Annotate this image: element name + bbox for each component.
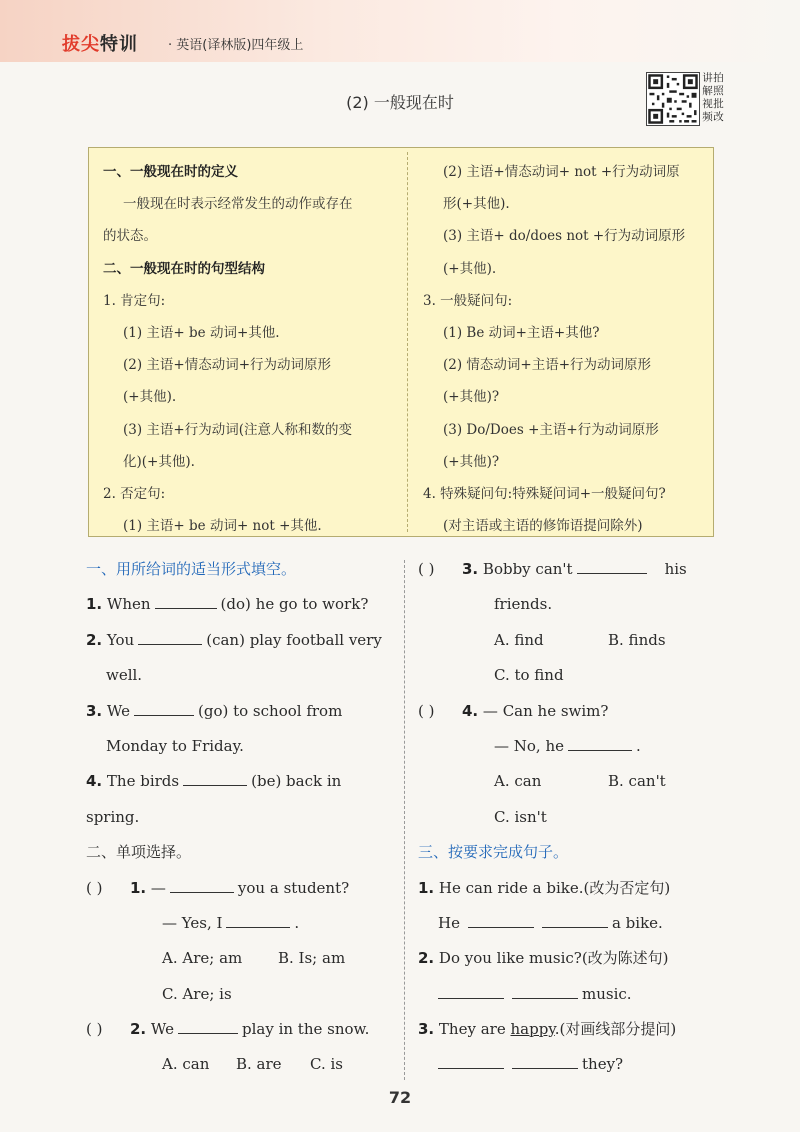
part2-heading: 二、单项选择。 — [86, 843, 192, 862]
special-question-heading: 4. 特殊疑问句:特殊疑问词+一般疑问句? — [423, 485, 666, 502]
option-b[interactable]: B. can't — [608, 772, 666, 791]
part3-q1-answer: He a bike. — [438, 913, 663, 932]
part1-q4: 4. The birds (be) back in — [86, 772, 342, 791]
structure-heading: 二、一般现在时的句型结构 — [103, 260, 265, 277]
option-c[interactable]: C. Are; is — [162, 984, 232, 1003]
part2-q1: ( ) 1. — you a student? — [86, 871, 392, 906]
part2-q1-options-2 — [86, 977, 392, 1012]
answer-paren[interactable]: ( ) — [86, 878, 103, 897]
answer-blank[interactable] — [155, 607, 217, 609]
part2-q2-options — [86, 1047, 392, 1082]
part3-heading: 三、按要求完成句子。 — [418, 843, 569, 862]
part3-q3: 3. They are happy.(对画线部分提问) — [418, 1020, 677, 1039]
negative-heading: 2. 否定句: — [103, 485, 166, 502]
qr-code-icon[interactable] — [646, 72, 700, 126]
part1-q4-cont: spring. — [86, 807, 140, 826]
special-question-note: (对主语或主语的修饰语提问除外) — [443, 518, 643, 535]
general-question-rule-3-cont: (+其他)? — [443, 453, 500, 470]
part1-q3: 3. We (go) to school from — [86, 701, 343, 720]
answer-blank[interactable] — [577, 572, 647, 574]
general-question-rule-2-cont: (+其他)? — [443, 389, 500, 406]
part1-q1: 1. When (do) he go to work? — [86, 595, 369, 614]
negative-rule-2: (2) 主语+情态动词+ not +行为动词原 — [443, 164, 680, 180]
option-a[interactable]: A. can — [494, 772, 542, 791]
negative-rule-1: (1) 主语+ be 动词+ not +其他. — [123, 518, 322, 535]
answer-blank[interactable] — [438, 1067, 504, 1069]
part1-q2-cont: well. — [106, 666, 143, 685]
answer-blank[interactable] — [542, 926, 608, 928]
page-number: 72 — [388, 1088, 412, 1107]
option-c[interactable]: C. is — [310, 1055, 343, 1074]
part2-q4: ( ) 4. — Can he swim? — [418, 694, 728, 729]
answer-blank[interactable] — [138, 643, 202, 645]
answer-blank[interactable] — [468, 926, 534, 928]
option-c[interactable]: C. to find — [494, 666, 564, 685]
option-b[interactable]: B. are — [236, 1055, 282, 1074]
affirmative-rule-2: (2) 主语+情态动词+行为动词原形 — [123, 357, 332, 374]
option-b[interactable]: B. Is; am — [278, 949, 346, 968]
answer-blank[interactable] — [170, 891, 234, 893]
grammar-right-column — [423, 156, 709, 542]
part1-q2: 2. You (can) play football very — [86, 630, 382, 649]
negative-rule-3: (3) 主语+ do/does not +行为动词原形 — [443, 228, 686, 245]
general-question-heading: 3. 一般疑问句: — [423, 292, 513, 309]
affirmative-heading: 1. 肯定句: — [103, 292, 166, 309]
negative-rule-2-cont: 形(+其他). — [443, 196, 510, 213]
part3-q1: 1. He can ride a bike.(改为否定句) — [418, 878, 671, 897]
general-question-rule-2: (2) 情态动词+主语+行为动词原形 — [443, 357, 652, 374]
part2-q3-cont: friends. — [494, 595, 553, 614]
definition-text-cont: 的状态。 — [103, 228, 157, 245]
option-a[interactable]: A. can — [162, 1055, 210, 1074]
part2-q4-options-2 — [418, 800, 728, 835]
negative-rule-3-cont: (+其他). — [443, 260, 497, 277]
grammar-summary-box — [88, 147, 714, 537]
part2-q4-reply: — No, he . — [494, 736, 641, 755]
answer-paren[interactable]: ( ) — [418, 560, 435, 578]
part1-q3-cont: Monday to Friday. — [106, 736, 244, 755]
answer-paren[interactable]: ( ) — [86, 1020, 103, 1039]
answer-blank[interactable] — [568, 749, 632, 751]
option-c[interactable]: C. isn't — [494, 807, 547, 826]
part2-q3: ( ) 3. Bobby can't his — [418, 552, 728, 587]
answer-blank[interactable] — [512, 997, 578, 999]
affirmative-rule-3-cont: 化)(+其他). — [123, 453, 195, 470]
brand-part1: 拔尖 — [62, 34, 100, 55]
general-question-rule-1: (1) Be 动词+主语+其他? — [443, 324, 600, 341]
general-question-rule-3: (3) Do/Does +主语+行为动词原形 — [443, 421, 659, 438]
answer-blank[interactable] — [183, 784, 247, 786]
affirmative-rule-3: (3) 主语+行为动词(注意人称和数的变 — [123, 421, 352, 438]
option-a[interactable]: A. Are; am — [162, 949, 243, 968]
part2-q3-options-2 — [418, 658, 728, 693]
answer-paren[interactable]: ( ) — [418, 701, 435, 720]
answer-blank[interactable] — [438, 997, 504, 999]
answer-blank[interactable] — [512, 1067, 578, 1069]
affirmative-rule-1: (1) 主语+ be 动词+其他. — [123, 324, 280, 341]
definition-heading: 一、一般现在时的定义 — [103, 164, 238, 180]
affirmative-rule-2-cont: (+其他). — [123, 389, 177, 406]
exercise-right-column — [418, 552, 728, 1083]
definition-text: 一般现在时表示经常发生的动作或存在 — [123, 196, 353, 213]
part2-q1-options — [86, 941, 392, 976]
grammar-left-column — [103, 156, 395, 542]
underlined-word: happy — [510, 1020, 555, 1039]
exercise-column-divider — [404, 560, 405, 1080]
part2-q1-reply: — Yes, I . — [162, 913, 300, 932]
part3-q2-answer: music. — [418, 977, 728, 1012]
part2-q3-options — [418, 623, 728, 658]
brand-part2: 特训 — [100, 34, 138, 55]
exercise-left-column — [86, 552, 392, 1083]
part1-heading: 一、用所给词的适当形式填空。 — [86, 560, 297, 578]
section-title: (2) 一般现在时 — [346, 93, 454, 112]
answer-blank[interactable] — [134, 714, 194, 716]
box-divider — [407, 152, 408, 532]
option-a[interactable]: A. find — [494, 630, 544, 649]
part3-q3-answer: they? — [418, 1047, 728, 1082]
book-subtitle: · 英语(译林版)四年级上 — [168, 38, 304, 53]
answer-blank[interactable] — [226, 926, 290, 928]
qr-label: 讲 拍 解 照 视 批 频 改 — [702, 72, 724, 123]
option-b[interactable]: B. finds — [608, 630, 666, 649]
part2-q2: ( ) 2. We play in the snow. — [86, 1012, 392, 1047]
brand-logo — [62, 30, 138, 56]
answer-blank[interactable] — [178, 1032, 238, 1034]
part2-q4-options — [418, 764, 728, 799]
part3-q2: 2. Do you like music?(改为陈述句) — [418, 949, 669, 968]
